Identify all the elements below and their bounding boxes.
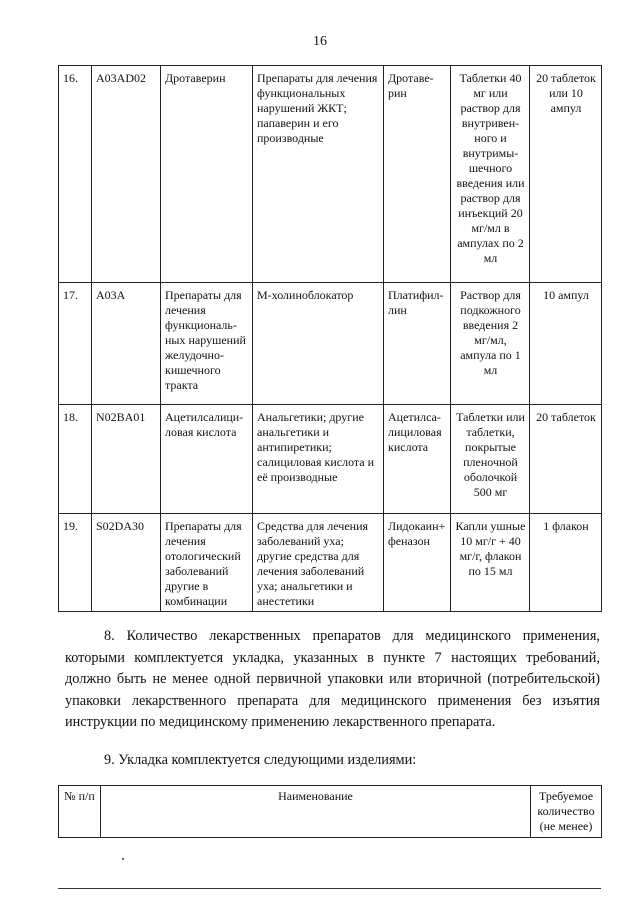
drug-name: Дротаверин [161,66,253,283]
paragraph-8: 8. Количество лекарственных препаратов для медицинского применения, которыми комплектуется укладка, указанных в пункте 7 настоящих требований, должно быть не менее одной первичной упаковки или вторичной (потребительской) упаковки лекарственного препарата для медицинского применения без изъятия инструкции по медицинскому применению лекарственного препарата. [65,628,600,730]
row-number: 16. [59,66,92,283]
active-substance: Дротаве-рин [384,66,451,283]
scan-speck [122,858,124,860]
row-number: 18. [59,405,92,514]
drug-group: Анальгетики; другие анальгетики и антипиретики; салициловая кислота и её производные [253,405,384,514]
page-number: 16 [313,34,327,49]
table-header-row [59,786,602,838]
atc-code: S02DA30 [92,514,161,612]
drug-group: М-холиноблокатор [253,283,384,405]
table-row [59,514,602,612]
active-substance: Платифил-лин [384,283,451,405]
header-number: № п/п [59,786,101,838]
bottom-rule [58,888,601,889]
dosage-form: Таблетки или таблетки, покрытые пленочной оболочкой 500 мг [451,405,530,514]
table-row [59,405,602,514]
drug-table [58,65,602,612]
drug-name: Препараты для лечения отологический заболеваний другие в комбинации [161,514,253,612]
active-substance: Лидокаин+ феназон [384,514,451,612]
quantity: 10 ампул [530,283,602,405]
table-row [59,66,602,283]
items-table [58,785,602,838]
header-name: Наименование [101,786,531,838]
active-substance: Ацетилса-лициловая кислота [384,405,451,514]
row-number: 19. [59,514,92,612]
drug-group: Средства для лечения заболеваний уха; другие средства для лечения заболеваний уха; анальгетики и анестетики [253,514,384,612]
atc-code: A03A [92,283,161,405]
dosage-form: Таблетки 40 мг или раствор для внутривен-ного и внутримы-шечного введения или раствор для инъекций 20 мг/мл в ампулах по 2 мл [451,66,530,283]
quantity: 20 таблеток или 10 ампул [530,66,602,283]
atc-code: N02BA01 [92,405,161,514]
quantity: 20 таблеток [530,405,602,514]
dosage-form: Капли ушные 10 мг/г + 40 мг/г, флакон по 15 мл [451,514,530,612]
paragraph-9: 9. Укладка комплектуется следующими изделиями: [104,752,417,768]
header-quantity: Требуемое количество (не менее) [531,786,602,838]
drug-name: Препараты для лечения функциональ-ных нарушений желудочно-кишечного тракта [161,283,253,405]
drug-group: Препараты для лечения функциональных нарушений ЖКТ; папаверин и его производные [253,66,384,283]
drug-name: Ацетилсалици-ловая кислота [161,405,253,514]
atc-code: A03AD02 [92,66,161,283]
quantity: 1 флакон [530,514,602,612]
table-row [59,283,602,405]
row-number: 17. [59,283,92,405]
dosage-form: Раствор для подкожного введения 2 мг/мл, ампула по 1 мл [451,283,530,405]
